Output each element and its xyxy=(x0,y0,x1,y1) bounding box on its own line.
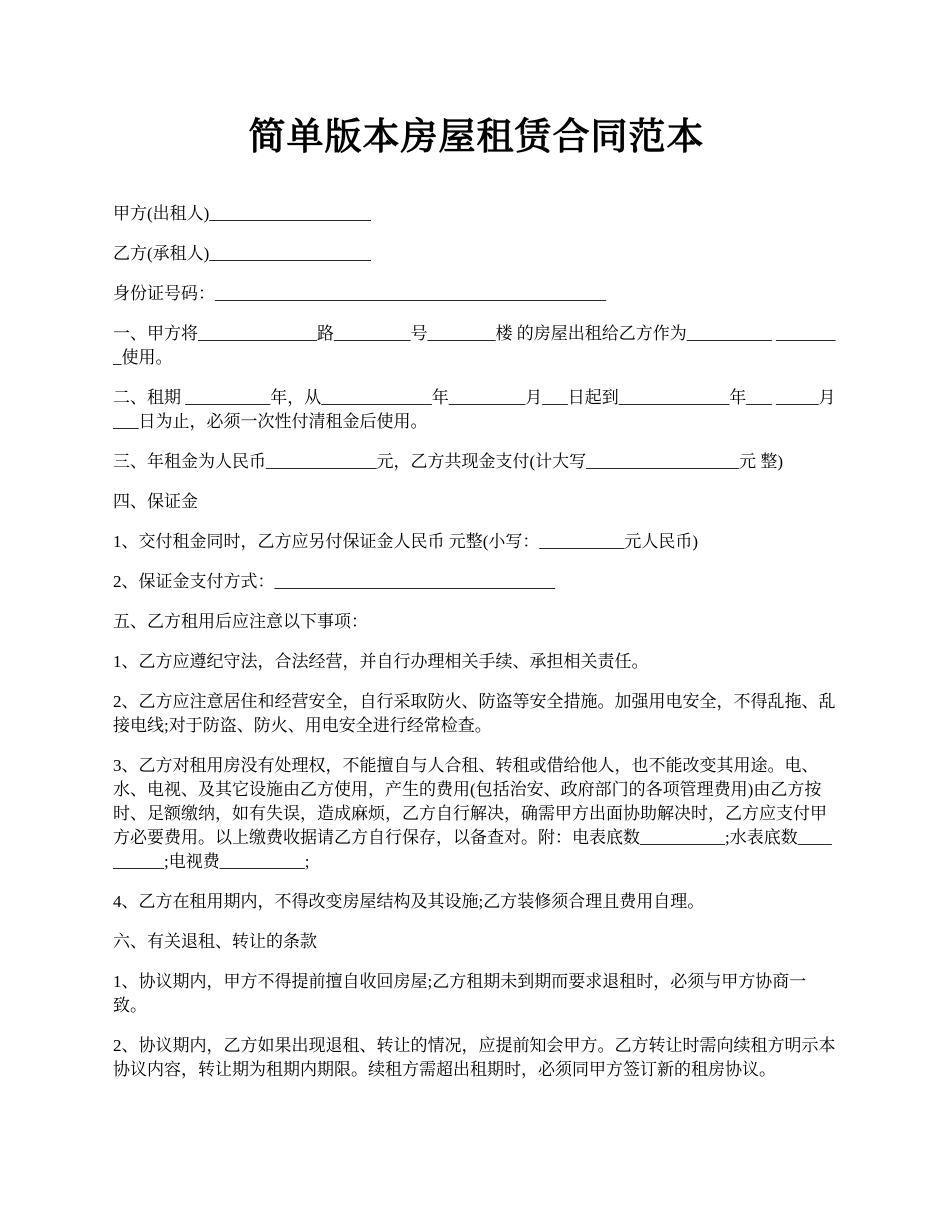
document-title: 简单版本房屋租赁合同范本 xyxy=(248,117,705,158)
deposit-item-2: 2、保证金支付方式：_________________________________ xyxy=(113,572,555,591)
notice-item-1: 1、乙方应遵纪守法，合法经营，并自行办理相关手续、承担相关责任。 xyxy=(113,652,649,671)
party-a-line: 甲方(出租人)___________________ xyxy=(113,204,371,223)
clause-1-premises: 一、甲方将______________路_________号________楼 的房屋出租给乙方作为__________ ________使用。 xyxy=(113,324,836,367)
notice-item-2: 2、乙方应注意居住和经营安全，自行采取防火、防盗等安全措施。加强用电安全，不得乱拖、乱接电线;对于防盗、防火、用电安全进行经常检查。 xyxy=(113,692,836,735)
clause-3-rent: 三、年租金为人民币_____________元，乙方共现金支付(计大写__________________元 整) xyxy=(113,452,784,471)
termination-item-1: 1、协议期内，甲方不得提前擅自收回房屋;乙方租期未到期而要求退租时，必须与甲方协商一致。 xyxy=(113,972,807,1015)
section-4-heading: 四、保证金 xyxy=(113,492,198,511)
termination-item-2: 2、协议期内，乙方如果出现退租、转让的情况，应提前知会甲方。乙方转让时需向续租方明示本协议内容，转让期为租期内期限。续租方需超出租期时，必须同甲方签订新的租房协议。 xyxy=(113,1036,836,1079)
party-b-line: 乙方(承租人)___________________ xyxy=(113,244,371,263)
notice-item-3: 3、乙方对租用房没有处理权，不能擅自与人合租、转租或借给他人，也不能改变其用途。电、水、电视、及其它设施由乙方使用，产生的费用(包括治安、政府部门的各项管理费用)由乙方按时、足额缴纳，如有失误，造成麻烦，乙方自行解决，确需甲方出面协助解决时，乙方应支付甲方必要费用。以上缴费收据请乙方自行保存，以备查对。附：电表底数__________;水表底数__________;电视费__________; xyxy=(113,756,832,871)
clause-2-term: 二、租期 __________年，从_____________年_________月___日起到_____________年___ _____月___日为止，必须一次性付清租金后使用。 xyxy=(113,388,836,431)
id-number-line: 身份证号码：______________________________________________ xyxy=(113,284,606,303)
section-5-heading: 五、乙方租用后应注意以下事项： xyxy=(113,612,368,631)
section-6-heading: 六、有关退租、转让的条款 xyxy=(113,932,317,951)
notice-item-4: 4、乙方在租用期内，不得改变房屋结构及其设施;乙方装修须合理且费用自理。 xyxy=(113,892,705,911)
deposit-item-1: 1、交付租金同时，乙方应另付保证金人民币 元整(小写：__________元人民币) xyxy=(113,532,699,551)
